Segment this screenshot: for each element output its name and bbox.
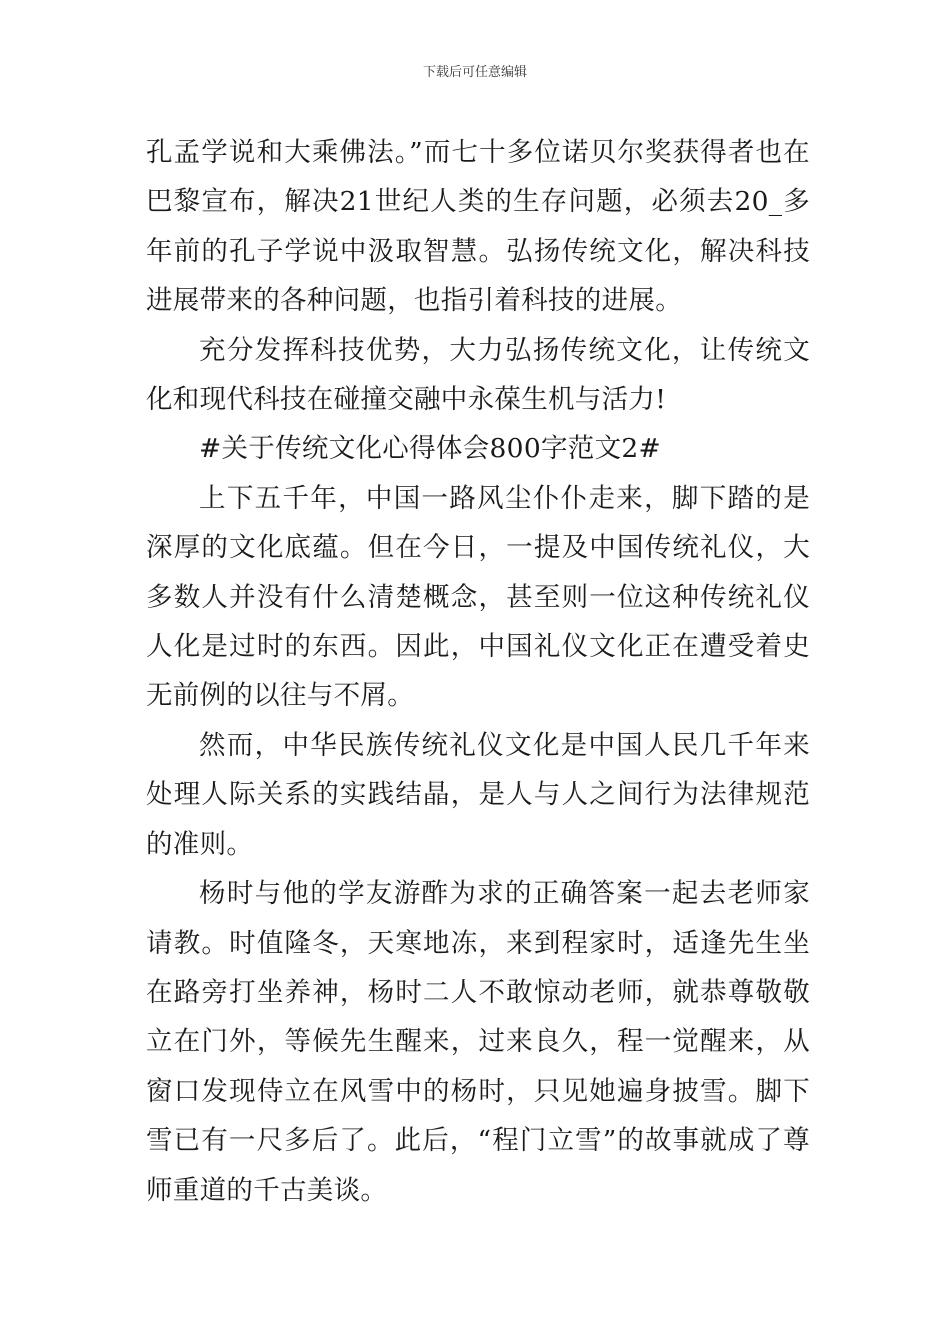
paragraph-3: 上下五千年，中国一路风尘仆仆走来，脚下踏的是深厚的文化底蕴。但在今日，一提及中国传统礼仪，大多数人并没有什么清楚概念，甚至则一位这种传统礼仪人化是过时的东西。因此，中国礼仪文化正在遭受着史无前例的以往与不屑。 bbox=[146, 482, 810, 712]
paragraph-1: 孔孟学说和大乘佛法。”而七十多位诺贝尔奖获得者也在巴黎宣布，解决21世纪人类的生存问题，必须去20_多年前的孔子学说中汲取智慧。弘扬传统文化，解决科技进展带来的各种问题，也指引着科技的进展。 bbox=[146, 137, 810, 317]
paragraph-2: 充分发挥科技优势，大力弘扬传统文化，让传统文化和现代科技在碰撞交融中永葆生机与活力! bbox=[146, 334, 810, 416]
paragraph-5: 杨时与他的学友游酢为求的正确答案一起去老师家请教。时值隆冬，天寒地冻，来到程家时，适逢先生坐在路旁打坐养神，杨时二人不敢惊动老师，就恭尊敬敬立在门外，等候先生醒来，过来良久，程一觉醒来，从窗口发现侍立在风雪中的杨时，只见她遍身披雪。脚下雪已有一尺多后了。此后，“程门立雪”的故事就成了尊师重道的千古美谈。 bbox=[146, 878, 810, 1206]
paragraph-4: 然而，中华民族传统礼仪文化是中国人民几千年来处理人际关系的实践结晶，是人与人之间行为法律规范的准则。 bbox=[146, 729, 810, 860]
document-body bbox=[146, 128, 810, 1215]
page-header: 下载后可任意编辑 bbox=[422, 65, 527, 80]
section-heading: #关于传统文化心得体会800字范文2# bbox=[199, 433, 662, 465]
